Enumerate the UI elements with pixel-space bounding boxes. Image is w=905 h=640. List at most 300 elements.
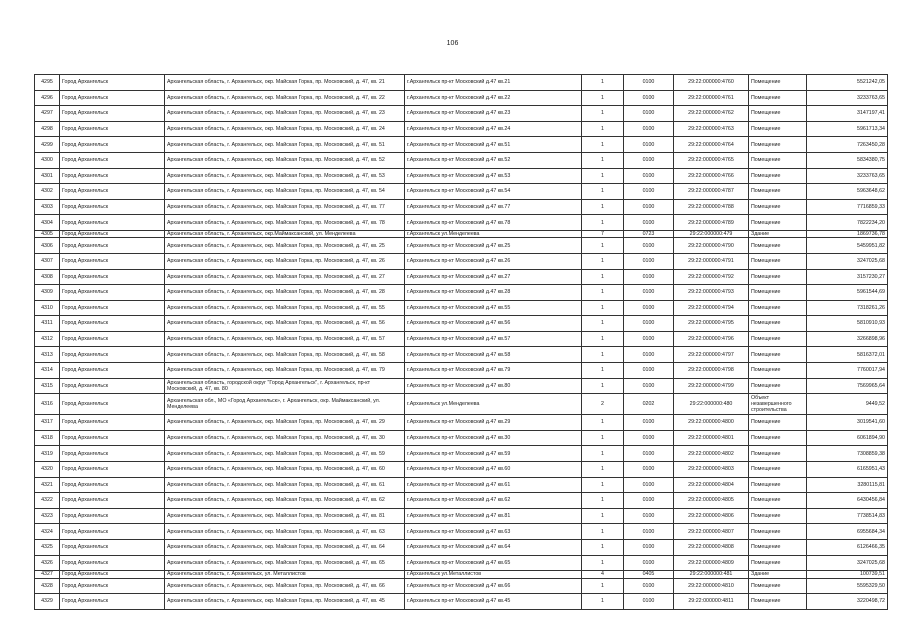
short-address-cell: г.Архангельск ул.Менделеева <box>405 230 582 237</box>
type-code-cell: 0100 <box>624 493 674 509</box>
object-type-cell: Помещение <box>749 415 807 431</box>
cadastral-number-cell: 29:22:000000:4799 <box>674 378 749 394</box>
type-code-cell: 0100 <box>624 316 674 332</box>
full-address-cell: Архангельская область, г. Архангельск, окр. Майская Горка, пр. Московский, д. 47, кв. 26 <box>165 253 405 269</box>
table-row <box>35 508 888 524</box>
full-address-cell: Архангельская область, г. Архангельск, окр. Майская Горка, пр. Московский, д. 47, кв. 66 <box>165 578 405 594</box>
object-type-cell: Помещение <box>749 152 807 168</box>
type-code-cell: 0100 <box>624 446 674 462</box>
type-code-cell: 0100 <box>624 578 674 594</box>
count-cell: 1 <box>582 331 624 347</box>
row-number: 4318 <box>35 430 60 446</box>
object-type-cell: Объект незавершенного строительства <box>749 394 807 415</box>
row-number: 4311 <box>35 316 60 332</box>
municipality-cell: Город Архангельск <box>60 152 165 168</box>
row-number: 4313 <box>35 347 60 363</box>
short-address-cell: г.Архангельск пр-кт Московский д.47 кв.80 <box>405 378 582 394</box>
object-type-cell: Помещение <box>749 285 807 301</box>
type-code-cell: 0100 <box>624 168 674 184</box>
type-code-cell: 0100 <box>624 75 674 91</box>
object-type-cell: Помещение <box>749 508 807 524</box>
cadastral-number-cell: 29:22:000000:4765 <box>674 152 749 168</box>
count-cell: 1 <box>582 446 624 462</box>
table-row <box>35 415 888 431</box>
short-address-cell: г.Архангельск пр-кт Московский д.47 кв.61 <box>405 477 582 493</box>
count-cell: 1 <box>582 90 624 106</box>
cadastral-number-cell: 29:22:000000:4810 <box>674 578 749 594</box>
type-code-cell: 0100 <box>624 253 674 269</box>
table-row <box>35 594 888 610</box>
municipality-cell: Город Архангельск <box>60 137 165 153</box>
cadastral-number-cell: 29:22:000000:4791 <box>674 253 749 269</box>
full-address-cell: Архангельская область, г. Архангельск, окр. Майская Горка, пр. Московский, д. 47, кв. 56 <box>165 316 405 332</box>
object-type-cell: Помещение <box>749 168 807 184</box>
full-address-cell: Архангельская область, г. Архангельск, окр. Майская Горка, пр. Московский, д. 47, кв. 57 <box>165 331 405 347</box>
type-code-cell: 0100 <box>624 331 674 347</box>
cadastral-value-cell: 6430456,84 <box>807 493 888 509</box>
table-row <box>35 199 888 215</box>
cadastral-value-cell: 5961713,34 <box>807 121 888 137</box>
municipality-cell: Город Архангельск <box>60 285 165 301</box>
row-number: 4322 <box>35 493 60 509</box>
type-code-cell: 0100 <box>624 285 674 301</box>
cadastral-number-cell: 29:22:000000:4797 <box>674 347 749 363</box>
count-cell: 1 <box>582 430 624 446</box>
cadastral-number-cell: 29:22:000000:4761 <box>674 90 749 106</box>
cadastral-value-cell: 3280115,81 <box>807 477 888 493</box>
short-address-cell: г.Архангельск пр-кт Московский д.47 кв.81 <box>405 508 582 524</box>
short-address-cell: г.Архангельск пр-кт Московский д.47 кв.25 <box>405 238 582 254</box>
cadastral-number-cell: 29:22:000000:4798 <box>674 363 749 379</box>
count-cell: 1 <box>582 75 624 91</box>
cadastral-value-cell: 3019541,60 <box>807 415 888 431</box>
cadastral-value-cell: 7760017,94 <box>807 363 888 379</box>
cadastral-number-cell: 29:22:000000:4804 <box>674 477 749 493</box>
row-number: 4316 <box>35 394 60 415</box>
type-code-cell: 0405 <box>624 571 674 578</box>
count-cell: 1 <box>582 269 624 285</box>
table-row <box>35 285 888 301</box>
table-row <box>35 430 888 446</box>
municipality-cell: Город Архангельск <box>60 215 165 231</box>
short-address-cell: г.Архангельск пр-кт Московский д.47 кв.45 <box>405 594 582 610</box>
object-type-cell: Помещение <box>749 524 807 540</box>
municipality-cell: Город Архангельск <box>60 555 165 571</box>
municipality-cell: Город Архангельск <box>60 184 165 200</box>
count-cell: 1 <box>582 152 624 168</box>
short-address-cell: г.Архангельск пр-кт Московский д.47 кв.59 <box>405 446 582 462</box>
table-row <box>35 184 888 200</box>
count-cell: 1 <box>582 477 624 493</box>
row-number: 4297 <box>35 106 60 122</box>
short-address-cell: г.Архангельск пр-кт Московский д.47 кв.54 <box>405 184 582 200</box>
cadastral-number-cell: 29:22:000000:4794 <box>674 300 749 316</box>
short-address-cell: г.Архангельск ул.Металлистов <box>405 571 582 578</box>
count-cell: 1 <box>582 199 624 215</box>
type-code-cell: 0100 <box>624 363 674 379</box>
object-type-cell: Помещение <box>749 121 807 137</box>
type-code-cell: 0100 <box>624 152 674 168</box>
full-address-cell: Архангельская область, г. Архангельск, окр. Майская Горка, пр. Московский, д. 47, кв. 52 <box>165 152 405 168</box>
table-row <box>35 524 888 540</box>
table-row <box>35 137 888 153</box>
cadastral-number-cell: 29:22:000000:4792 <box>674 269 749 285</box>
municipality-cell: Город Архангельск <box>60 594 165 610</box>
cadastral-value-cell: 5963648,62 <box>807 184 888 200</box>
cadastral-number-cell: 29:22:000000:481 <box>674 571 749 578</box>
cadastral-value-cell: 3147197,41 <box>807 106 888 122</box>
full-address-cell: Архангельская область, г. Архангельск, окр. Майская Горка, пр. Московский, д. 47, кв. 79 <box>165 363 405 379</box>
page-number: 106 <box>446 40 459 47</box>
cadastral-number-cell: 29:22:000000:4762 <box>674 106 749 122</box>
table-row <box>35 238 888 254</box>
object-type-cell: Помещение <box>749 199 807 215</box>
object-type-cell: Помещение <box>749 316 807 332</box>
type-code-cell: 0100 <box>624 215 674 231</box>
full-address-cell: Архангельская область, г. Архангельск, окр. Майская Горка, пр. Московский, д. 47, кв. 60 <box>165 462 405 478</box>
municipality-cell: Город Архангельск <box>60 493 165 509</box>
short-address-cell: г.Архангельск пр-кт Московский д.47 кв.78 <box>405 215 582 231</box>
cadastral-value-cell: 7318261,26 <box>807 300 888 316</box>
count-cell: 1 <box>582 493 624 509</box>
table-row <box>35 571 888 578</box>
count-cell: 1 <box>582 363 624 379</box>
table-row <box>35 462 888 478</box>
type-code-cell: 0100 <box>624 477 674 493</box>
municipality-cell: Город Архангельск <box>60 347 165 363</box>
table-row <box>35 121 888 137</box>
municipality-cell: Город Архангельск <box>60 394 165 415</box>
type-code-cell: 0100 <box>624 300 674 316</box>
cadastral-number-cell: 29:22:000000:479 <box>674 230 749 237</box>
row-number: 4319 <box>35 446 60 462</box>
count-cell: 4 <box>582 571 624 578</box>
municipality-cell: Город Архангельск <box>60 199 165 215</box>
row-number: 4328 <box>35 578 60 594</box>
row-number: 4301 <box>35 168 60 184</box>
table-row <box>35 75 888 91</box>
municipality-cell: Город Архангельск <box>60 90 165 106</box>
short-address-cell: г.Архангельск пр-кт Московский д.47 кв.26 <box>405 253 582 269</box>
cadastral-number-cell: 29:22:000000:4806 <box>674 508 749 524</box>
table-row <box>35 90 888 106</box>
short-address-cell: г.Архангельск пр-кт Московский д.47 кв.55 <box>405 300 582 316</box>
object-type-cell: Помещение <box>749 594 807 610</box>
row-number: 4302 <box>35 184 60 200</box>
object-type-cell: Здание <box>749 571 807 578</box>
cadastral-number-cell: 29:22:000000:4800 <box>674 415 749 431</box>
object-type-cell: Помещение <box>749 540 807 556</box>
object-type-cell: Помещение <box>749 75 807 91</box>
full-address-cell: Архангельская область, г. Архангельск, окр. Майская Горка, пр. Московский, д. 47, кв. 23 <box>165 106 405 122</box>
short-address-cell: г.Архангельск пр-кт Московский д.47 кв.58 <box>405 347 582 363</box>
cadastral-value-cell: 3247025,68 <box>807 253 888 269</box>
type-code-cell: 0100 <box>624 378 674 394</box>
count-cell: 1 <box>582 137 624 153</box>
short-address-cell: г.Архангельск пр-кт Московский д.47 кв.65 <box>405 555 582 571</box>
object-type-cell: Помещение <box>749 430 807 446</box>
cadastral-value-cell: 3266898,96 <box>807 331 888 347</box>
municipality-cell: Город Архангельск <box>60 430 165 446</box>
cadastral-value-cell: 5459951,82 <box>807 238 888 254</box>
cadastral-value-cell: 1869736,78 <box>807 230 888 237</box>
count-cell: 1 <box>582 238 624 254</box>
municipality-cell: Город Архангельск <box>60 524 165 540</box>
municipality-cell: Город Архангельск <box>60 316 165 332</box>
property-register-table <box>34 74 888 610</box>
cadastral-value-cell: 5595329,50 <box>807 578 888 594</box>
object-type-cell: Помещение <box>749 331 807 347</box>
object-type-cell: Помещение <box>749 184 807 200</box>
cadastral-number-cell: 29:22:000000:4763 <box>674 121 749 137</box>
type-code-cell: 0100 <box>624 540 674 556</box>
cadastral-value-cell: 5961544,69 <box>807 285 888 301</box>
table-row <box>35 446 888 462</box>
table-row <box>35 106 888 122</box>
count-cell: 1 <box>582 508 624 524</box>
table-row <box>35 378 888 394</box>
short-address-cell: г.Архангельск ул.Менделеева <box>405 394 582 415</box>
cadastral-value-cell: 5810910,93 <box>807 316 888 332</box>
municipality-cell: Город Архангельск <box>60 477 165 493</box>
full-address-cell: Архангельская область, г. Архангельск, окр. Майская Горка, пр. Московский, д. 47, кв. 64 <box>165 540 405 556</box>
count-cell: 1 <box>582 524 624 540</box>
table-row <box>35 578 888 594</box>
full-address-cell: Архангельская область, г. Архангельск, окр. Майская Горка, пр. Московский, д. 47, кв. 58 <box>165 347 405 363</box>
short-address-cell: г.Архангельск пр-кт Московский д.47 кв.51 <box>405 137 582 153</box>
cadastral-value-cell: 7569965,64 <box>807 378 888 394</box>
table-row <box>35 316 888 332</box>
object-type-cell: Помещение <box>749 269 807 285</box>
cadastral-value-cell: 7308859,38 <box>807 446 888 462</box>
cadastral-value-cell: 3233763,65 <box>807 168 888 184</box>
table-row <box>35 347 888 363</box>
object-type-cell: Помещение <box>749 477 807 493</box>
cadastral-number-cell: 29:22:000000:4760 <box>674 75 749 91</box>
count-cell: 1 <box>582 184 624 200</box>
cadastral-number-cell: 29:22:000000:4793 <box>674 285 749 301</box>
cadastral-number-cell: 29:22:000000:4802 <box>674 446 749 462</box>
table-row <box>35 269 888 285</box>
table-row <box>35 300 888 316</box>
row-number: 4308 <box>35 269 60 285</box>
municipality-cell: Город Архангельск <box>60 238 165 254</box>
cadastral-number-cell: 29:22:000000:4764 <box>674 137 749 153</box>
full-address-cell: Архангельская область, г. Архангельск, окр. Майская Горка, пр. Московский, д. 47, кв. 27 <box>165 269 405 285</box>
count-cell: 1 <box>582 300 624 316</box>
count-cell: 1 <box>582 594 624 610</box>
type-code-cell: 0202 <box>624 394 674 415</box>
count-cell: 1 <box>582 540 624 556</box>
object-type-cell: Помещение <box>749 578 807 594</box>
full-address-cell: Архангельская область, г. Архангельск, окр. Майская Горка, пр. Московский, д. 47, кв. 54 <box>165 184 405 200</box>
municipality-cell: Город Архангельск <box>60 106 165 122</box>
full-address-cell: Архангельская область, г. Архангельск, окр. Майская Горка, пр. Московский, д. 47, кв. 30 <box>165 430 405 446</box>
count-cell: 1 <box>582 578 624 594</box>
count-cell: 1 <box>582 415 624 431</box>
type-code-cell: 0100 <box>624 90 674 106</box>
municipality-cell: Город Архангельск <box>60 578 165 594</box>
cadastral-number-cell: 29:22:000000:4801 <box>674 430 749 446</box>
short-address-cell: г.Архангельск пр-кт Московский д.47 кв.22 <box>405 90 582 106</box>
municipality-cell: Город Архангельск <box>60 508 165 524</box>
cadastral-number-cell: 29:22:000000:4788 <box>674 199 749 215</box>
municipality-cell: Город Архангельск <box>60 331 165 347</box>
object-type-cell: Помещение <box>749 90 807 106</box>
object-type-cell: Здание <box>749 230 807 237</box>
cadastral-number-cell: 29:22:000000:4811 <box>674 594 749 610</box>
object-type-cell: Помещение <box>749 215 807 231</box>
full-address-cell: Архангельская область, г. Архангельск, окр. Майская Горка, пр. Московский, д. 47, кв. 77 <box>165 199 405 215</box>
full-address-cell: Архангельская область, г. Архангельск, окр. Майская Горка, пр. Московский, д. 47, кв. 59 <box>165 446 405 462</box>
count-cell: 1 <box>582 347 624 363</box>
row-number: 4296 <box>35 90 60 106</box>
full-address-cell: Архангельская область, г. Архангельск, окр. Майская Горка, пр. Московский, д. 47, кв. 65 <box>165 555 405 571</box>
count-cell: 1 <box>582 285 624 301</box>
row-number: 4324 <box>35 524 60 540</box>
row-number: 4306 <box>35 238 60 254</box>
cadastral-number-cell: 29:22:000000:4805 <box>674 493 749 509</box>
count-cell: 1 <box>582 215 624 231</box>
full-address-cell: Архангельская область, г. Архангельск, окр. Майская Горка, пр. Московский, д. 47, кв. 21 <box>165 75 405 91</box>
object-type-cell: Помещение <box>749 137 807 153</box>
row-number: 4321 <box>35 477 60 493</box>
municipality-cell: Город Архангельск <box>60 446 165 462</box>
object-type-cell: Помещение <box>749 363 807 379</box>
cadastral-number-cell: 29:22:000000:4808 <box>674 540 749 556</box>
row-number: 4307 <box>35 253 60 269</box>
row-number: 4315 <box>35 378 60 394</box>
short-address-cell: г.Архангельск пр-кт Московский д.47 кв.60 <box>405 462 582 478</box>
table-row <box>35 394 888 415</box>
table-row <box>35 168 888 184</box>
object-type-cell: Помещение <box>749 106 807 122</box>
short-address-cell: г.Архангельск пр-кт Московский д.47 кв.77 <box>405 199 582 215</box>
table-row <box>35 253 888 269</box>
type-code-cell: 0100 <box>624 594 674 610</box>
full-address-cell: Архангельская область, г. Архангельск, окр.Маймаксанский, ул. Менделеева <box>165 230 405 237</box>
type-code-cell: 0100 <box>624 508 674 524</box>
type-code-cell: 0100 <box>624 555 674 571</box>
full-address-cell: Архангельская область, г. Архангельск, окр. Майская Горка, пр. Московский, д. 47, кв. 55 <box>165 300 405 316</box>
row-number: 4329 <box>35 594 60 610</box>
municipality-cell: Город Архангельск <box>60 540 165 556</box>
table-row <box>35 152 888 168</box>
short-address-cell: г.Архангельск пр-кт Московский д.47 кв.28 <box>405 285 582 301</box>
full-address-cell: Архангельская область, г. Архангельск, окр. Майская Горка, пр. Московский, д. 47, кв. 62 <box>165 493 405 509</box>
object-type-cell: Помещение <box>749 446 807 462</box>
short-address-cell: г.Архангельск пр-кт Московский д.47 кв.52 <box>405 152 582 168</box>
count-cell: 1 <box>582 106 624 122</box>
row-number: 4298 <box>35 121 60 137</box>
table-row <box>35 230 888 237</box>
row-number: 4323 <box>35 508 60 524</box>
row-number: 4299 <box>35 137 60 153</box>
short-address-cell: г.Архангельск пр-кт Московский д.47 кв.63 <box>405 524 582 540</box>
cadastral-value-cell: 6061894,90 <box>807 430 888 446</box>
short-address-cell: г.Архангельск пр-кт Московский д.47 кв.62 <box>405 493 582 509</box>
table-row <box>35 331 888 347</box>
row-number: 4309 <box>35 285 60 301</box>
row-number: 4305 <box>35 230 60 237</box>
municipality-cell: Город Архангельск <box>60 230 165 237</box>
full-address-cell: Архангельская обл., МО «Город Архангельск», г. Архангельск, окр. Маймаксанский, ул. Менделеева <box>165 394 405 415</box>
cadastral-value-cell: 5834380,75 <box>807 152 888 168</box>
row-number: 4327 <box>35 571 60 578</box>
type-code-cell: 0100 <box>624 184 674 200</box>
cadastral-number-cell: 29:22:000000:4796 <box>674 331 749 347</box>
full-address-cell: Архангельская область, г. Архангельск, окр. Майская Горка, пр. Московский, д. 47, кв. 45 <box>165 594 405 610</box>
cadastral-number-cell: 29:22:000000:4809 <box>674 555 749 571</box>
cadastral-number-cell: 29:22:000000:480 <box>674 394 749 415</box>
object-type-cell: Помещение <box>749 555 807 571</box>
cadastral-number-cell: 29:22:000000:4803 <box>674 462 749 478</box>
row-number: 4317 <box>35 415 60 431</box>
table-row <box>35 477 888 493</box>
short-address-cell: г.Архангельск пр-кт Московский д.47 кв.27 <box>405 269 582 285</box>
type-code-cell: 0100 <box>624 106 674 122</box>
short-address-cell: г.Архангельск пр-кт Московский д.47 кв.66 <box>405 578 582 594</box>
type-code-cell: 0100 <box>624 137 674 153</box>
full-address-cell: Архангельская область, г. Архангельск, окр. Майская Горка, пр. Московский, д. 47, кв. 63 <box>165 524 405 540</box>
table-row <box>35 215 888 231</box>
object-type-cell: Помещение <box>749 462 807 478</box>
full-address-cell: Архангельская область, г. Архангельск, окр. Майская Горка, пр. Московский, д. 47, кв. 28 <box>165 285 405 301</box>
full-address-cell: Архангельская область, г. Архангельск, ул. Металлистов <box>165 571 405 578</box>
short-address-cell: г.Архангельск пр-кт Московский д.47 кв.56 <box>405 316 582 332</box>
full-address-cell: Архангельская область, г. Архангельск, окр. Майская Горка, пр. Московский, д. 47, кв. 78 <box>165 215 405 231</box>
row-number: 4320 <box>35 462 60 478</box>
count-cell: 1 <box>582 253 624 269</box>
type-code-cell: 0100 <box>624 199 674 215</box>
count-cell: 2 <box>582 394 624 415</box>
count-cell: 1 <box>582 462 624 478</box>
type-code-cell: 0100 <box>624 524 674 540</box>
table-row <box>35 555 888 571</box>
type-code-cell: 0100 <box>624 269 674 285</box>
short-address-cell: г.Архангельск пр-кт Московский д.47 кв.21 <box>405 75 582 91</box>
type-code-cell: 0723 <box>624 230 674 237</box>
type-code-cell: 0100 <box>624 415 674 431</box>
full-address-cell: Архангельская область, г. Архангельск, окр. Майская Горка, пр. Московский, д. 47, кв. 22 <box>165 90 405 106</box>
short-address-cell: г.Архангельск пр-кт Московский д.47 кв.57 <box>405 331 582 347</box>
table-row <box>35 493 888 509</box>
row-number: 4304 <box>35 215 60 231</box>
municipality-cell: Город Архангельск <box>60 269 165 285</box>
type-code-cell: 0100 <box>624 121 674 137</box>
short-address-cell: г.Архангельск пр-кт Московский д.47 кв.30 <box>405 430 582 446</box>
short-address-cell: г.Архангельск пр-кт Московский д.47 кв.53 <box>405 168 582 184</box>
cadastral-value-cell: 3247025,68 <box>807 555 888 571</box>
row-number: 4312 <box>35 331 60 347</box>
object-type-cell: Помещение <box>749 493 807 509</box>
municipality-cell: Город Архангельск <box>60 571 165 578</box>
object-type-cell: Помещение <box>749 378 807 394</box>
count-cell: 1 <box>582 378 624 394</box>
row-number: 4314 <box>35 363 60 379</box>
municipality-cell: Город Архангельск <box>60 462 165 478</box>
full-address-cell: Архангельская область, городской округ "Город Архангельск", г. Архангельск, пр-кт Московский, д. 47, кв. 80 <box>165 378 405 394</box>
row-number: 4303 <box>35 199 60 215</box>
object-type-cell: Помещение <box>749 347 807 363</box>
cadastral-number-cell: 29:22:000000:4807 <box>674 524 749 540</box>
short-address-cell: г.Архангельск пр-кт Московский д.47 кв.29 <box>405 415 582 431</box>
full-address-cell: Архангельская область, г. Архангельск, окр. Майская Горка, пр. Московский, д. 47, кв. 29 <box>165 415 405 431</box>
full-address-cell: Архангельская область, г. Архангельск, окр. Майская Горка, пр. Московский, д. 47, кв. 53 <box>165 168 405 184</box>
object-type-cell: Помещение <box>749 300 807 316</box>
count-cell: 1 <box>582 316 624 332</box>
full-address-cell: Архангельская область, г. Архангельск, окр. Майская Горка, пр. Московский, д. 47, кв. 61 <box>165 477 405 493</box>
